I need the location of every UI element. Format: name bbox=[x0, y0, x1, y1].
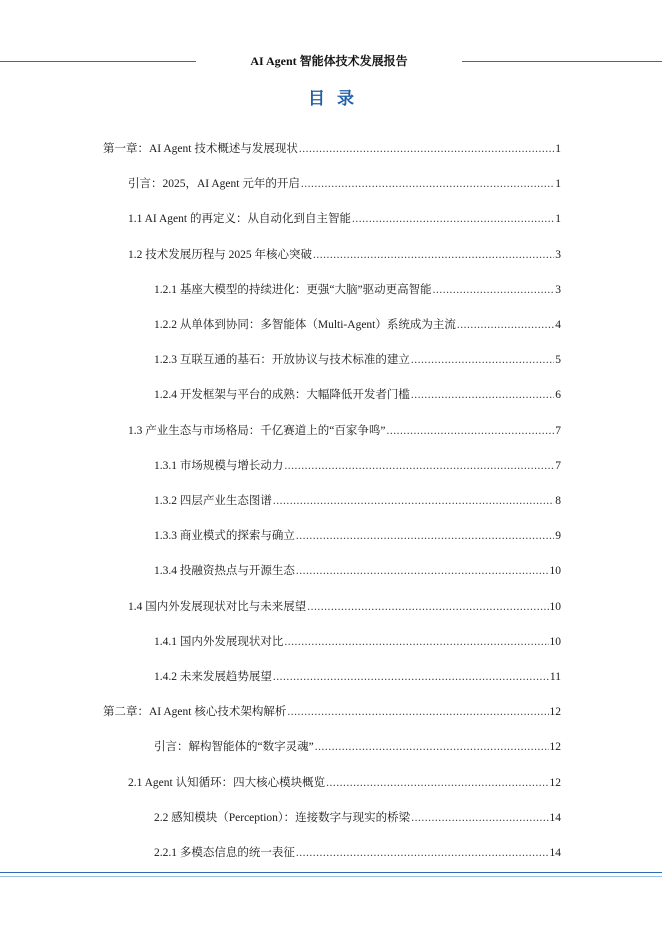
toc-entry-label: 1.2.1 基座大模型的持续进化：更强“大脑”驱动更高智能 bbox=[154, 284, 432, 296]
dot-leader bbox=[296, 843, 549, 863]
toc-entry[interactable] bbox=[154, 526, 561, 546]
toc-entry-page-number: 7 bbox=[555, 460, 561, 472]
toc-entry-page-number: 14 bbox=[549, 812, 561, 824]
toc-entry-page-number: 1 bbox=[555, 143, 561, 155]
toc-entry-page-number: 12 bbox=[549, 777, 561, 789]
toc-entry-label: 1.3.2 四层产业生态图谱 bbox=[154, 495, 272, 507]
toc-entry-label: 2.2 感知模块（Perception）：连接数字与现实的桥梁 bbox=[154, 812, 411, 824]
footer-rule bbox=[0, 872, 662, 873]
toc-entry-label: 1.4.2 未来发展趋势展望 bbox=[154, 671, 272, 683]
dot-leader bbox=[315, 737, 549, 757]
toc-entry[interactable] bbox=[128, 209, 561, 229]
dot-leader bbox=[287, 702, 548, 722]
dot-leader bbox=[313, 245, 554, 265]
dot-leader bbox=[307, 597, 548, 617]
dot-leader bbox=[433, 280, 555, 300]
toc-heading: 目录 bbox=[308, 89, 366, 109]
dot-leader bbox=[284, 632, 548, 652]
dot-leader bbox=[273, 667, 549, 687]
toc-entry-label: 第二章：AI Agent 核心技术架构解析 bbox=[103, 706, 287, 718]
toc-entry-label: 1.3.4 投融资热点与开源生态 bbox=[154, 565, 295, 577]
toc-entry-label: 1.2.2 从单体到协同：多智能体（Multi-Agent）系统成为主流 bbox=[154, 319, 456, 331]
toc-entry-page-number: 3 bbox=[555, 284, 561, 296]
toc-entry-label: 2.1 Agent 认知循环：四大核心模块概览 bbox=[128, 777, 326, 789]
running-header-title: AI Agent 智能体技术发展报告 bbox=[250, 54, 408, 68]
toc-entry-label: 1.2 技术发展历程与 2025 年核心突破 bbox=[128, 249, 312, 261]
toc-entry[interactable] bbox=[154, 808, 561, 828]
toc-entry-page-number: 3 bbox=[555, 249, 561, 261]
header-rule-left bbox=[0, 61, 196, 62]
toc-entry[interactable] bbox=[154, 843, 561, 863]
header-rule-right bbox=[462, 61, 662, 62]
toc-entry-label: 1.3 产业生态与市场格局：千亿赛道上的“百家争鸣” bbox=[128, 425, 386, 437]
toc-entry-page-number: 4 bbox=[555, 319, 561, 331]
toc-entry-page-number: 11 bbox=[549, 671, 561, 683]
dot-leader bbox=[301, 174, 554, 194]
toc-entry-label: 1.4.1 国内外发展现状对比 bbox=[154, 636, 284, 648]
toc-entry[interactable] bbox=[154, 385, 561, 405]
dot-leader bbox=[326, 773, 548, 793]
toc-entry[interactable] bbox=[103, 702, 561, 722]
toc-entry[interactable] bbox=[154, 315, 561, 335]
toc-entry-page-number: 7 bbox=[555, 425, 561, 437]
dot-leader bbox=[386, 421, 554, 441]
toc-entry[interactable] bbox=[154, 350, 561, 370]
toc-entry[interactable] bbox=[154, 561, 561, 581]
dot-leader bbox=[457, 315, 554, 335]
toc-entry-label: 1.4 国内外发展现状对比与未来展望 bbox=[128, 601, 307, 613]
toc-entry-page-number: 6 bbox=[555, 389, 561, 401]
toc-entry-page-number: 1 bbox=[555, 178, 561, 190]
toc-entry-label: 1.3.1 市场规模与增长动力 bbox=[154, 460, 284, 472]
dot-leader bbox=[299, 139, 554, 159]
toc-entry-label: 2.2.1 多模态信息的统一表征 bbox=[154, 847, 295, 859]
toc-entry-label: 1.2.3 互联互通的基石：开放协议与技术标准的建立 bbox=[154, 354, 410, 366]
toc-entry[interactable] bbox=[128, 773, 561, 793]
toc-entry[interactable] bbox=[128, 421, 561, 441]
toc-entry[interactable] bbox=[128, 597, 561, 617]
toc-entry-page-number: 10 bbox=[549, 565, 561, 577]
toc-entry-page-number: 5 bbox=[555, 354, 561, 366]
footer-rule-light bbox=[0, 876, 662, 877]
toc-entry-page-number: 14 bbox=[549, 847, 561, 859]
toc-entry[interactable] bbox=[154, 491, 561, 511]
toc-entry[interactable] bbox=[154, 456, 561, 476]
toc-entry-page-number: 1 bbox=[555, 213, 561, 225]
dot-leader bbox=[411, 808, 548, 828]
toc-entry[interactable] bbox=[103, 139, 561, 159]
toc-entry-page-number: 12 bbox=[549, 706, 561, 718]
toc-entry[interactable] bbox=[128, 174, 561, 194]
toc-entry[interactable] bbox=[154, 737, 561, 757]
toc-entry[interactable] bbox=[154, 280, 561, 300]
toc-entry-label: 1.3.3 商业模式的探索与确立 bbox=[154, 530, 295, 542]
dot-leader bbox=[296, 526, 554, 546]
toc-entry[interactable] bbox=[128, 245, 561, 265]
toc-entry-page-number: 10 bbox=[549, 601, 561, 613]
toc-entry-page-number: 9 bbox=[555, 530, 561, 542]
toc-entry-page-number: 12 bbox=[549, 741, 561, 753]
toc-entry[interactable] bbox=[154, 667, 561, 687]
toc-entry-label: 第一章：AI Agent 技术概述与发展现状 bbox=[103, 143, 298, 155]
dot-leader bbox=[273, 491, 554, 511]
toc-entry-label: 引言：2025，AI Agent 元年的开启 bbox=[128, 178, 300, 190]
toc-entry-label: 引言：解构智能体的“数字灵魂” bbox=[154, 741, 314, 753]
toc-entry-label: 1.2.4 开发框架与平台的成熟：大幅降低开发者门槛 bbox=[154, 389, 410, 401]
toc-entry-page-number: 10 bbox=[549, 636, 561, 648]
dot-leader bbox=[411, 385, 554, 405]
toc-entry[interactable] bbox=[154, 632, 561, 652]
toc-entry-label: 1.1 AI Agent 的再定义：从自动化到自主智能 bbox=[128, 213, 351, 225]
toc-entry-page-number: 8 bbox=[555, 495, 561, 507]
dot-leader bbox=[296, 561, 549, 581]
dot-leader bbox=[352, 209, 554, 229]
dot-leader bbox=[284, 456, 554, 476]
dot-leader bbox=[411, 350, 554, 370]
